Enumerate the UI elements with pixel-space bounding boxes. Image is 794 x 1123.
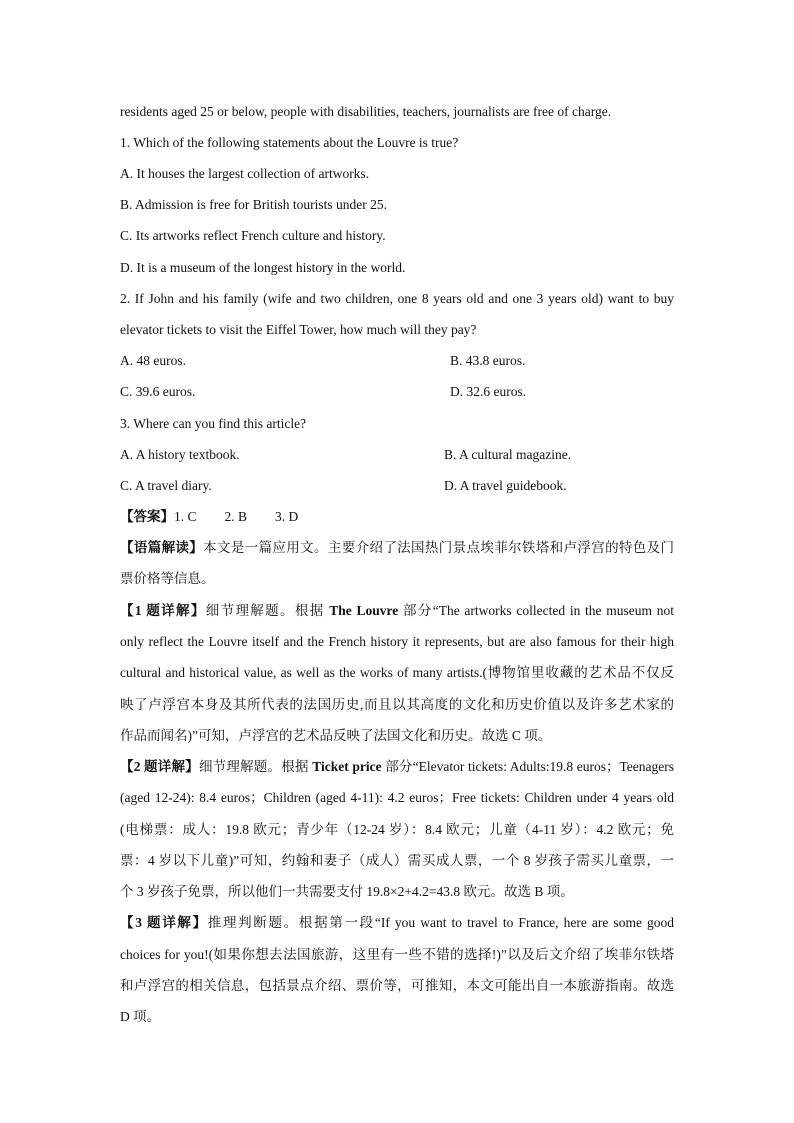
detail-3-line-3: 和卢浮宫的相关信息，包括景点介绍、票价等，可推知，本文可能出自一本旅游指南。故选: [120, 978, 674, 993]
answer-1: 1. C: [174, 509, 197, 524]
question-1-option-c: C. Its artworks reflect French culture and history.: [120, 228, 386, 243]
detail-3-tag: 【3 题详解】: [120, 915, 208, 930]
question-1-option-d: D. It is a museum of the longest history in the world.: [120, 260, 406, 275]
question-2-option-c: C. 39.6 euros.: [120, 384, 196, 399]
question-2-option-d: D. 32.6 euros.: [450, 384, 527, 399]
detail-1-line-1: 【1 题详解】细节理解题。根据 The Louvre 部分“The artworks collected in the museum not: [120, 603, 675, 618]
detail-1-line-4: 映了卢浮宫本身及其所代表的法国历史,而且以其高度的文化和历史价值以及许多艺术家的: [120, 697, 674, 712]
reading-line-1: 【语篇解读】本文是一篇应用文。主要介绍了法国热门景点埃菲尔铁塔和卢浮宫的特色及门: [120, 540, 675, 555]
question-3-stem: 3. Where can you find this article?: [120, 416, 307, 431]
detail-1-line-5: 作品而闻名)”可知，卢浮宫的艺术品反映了法国文化和历史。故选 C 项。: [120, 728, 552, 743]
question-2-option-a: A. 48 euros.: [120, 353, 186, 368]
answer-line: [120, 507, 674, 527]
detail-1-bold: The Louvre: [329, 603, 399, 618]
question-1-option-b: B. Admission is free for British tourists under 25.: [120, 197, 387, 212]
reading-tag: 【语篇解读】: [120, 540, 204, 555]
question-2-stem-line-1: 2. If John and his family (wife and two children, one 8 years old and one 3 years old) want to buy: [120, 291, 674, 306]
question-3-option-d: D. A travel guidebook.: [444, 478, 567, 493]
reading-line-2: 票价格等信息。: [120, 571, 215, 586]
detail-2-line-2: (aged 12-24): 8.4 euros；Children (aged 4-11): 4.2 euros；Free tickets: Children under 4 years old: [120, 790, 674, 805]
detail-2-line-5: 个 3 岁孩子免票，所以他们一共需要支付 19.8×2+4.2=43.8 欧元。故选 B 项。: [120, 884, 574, 899]
answer-3: 3. D: [275, 509, 299, 524]
detail-1-line-2: only reflect the Louvre itself and the French history it represents, but are also famous for their high: [120, 634, 674, 649]
detail-2-line-3: (电梯票：成人：19.8 欧元；青少年（12-24 岁）：8.4 欧元；儿童（4-11 岁）：4.2 欧元；免: [120, 822, 674, 837]
detail-1-tag: 【1 题详解】: [120, 603, 206, 618]
question-2-stem-line-2: elevator tickets to visit the Eiffel Tower, how much will they pay?: [120, 322, 477, 337]
detail-2-bold: Ticket price: [312, 759, 382, 774]
question-3-option-a: A. A history textbook.: [120, 447, 240, 462]
detail-3-line-1: 【3 题详解】推理判断题。根据第一段“If you want to travel to France, here are some good: [120, 915, 674, 930]
detail-3-line-4: D 项。: [120, 1009, 161, 1024]
question-1-option-a: A. It houses the largest collection of artworks.: [120, 166, 370, 181]
answer-2: 2. B: [224, 509, 248, 524]
question-3-option-b: B. A cultural magazine.: [444, 447, 572, 462]
detail-3-line-2: choices for you!(如果你想去法国旅游，这里有一些不错的选择!)”以及后文介绍了埃菲尔铁塔: [120, 947, 674, 962]
question-3-option-c: C. A travel diary.: [120, 478, 212, 493]
detail-2-tag: 【2 题详解】: [120, 759, 199, 774]
passage-last-line: residents aged 25 or below, people with disabilities, teachers, journalists are free of charge.: [120, 104, 612, 119]
detail-2-line-4: 票：4 岁以下儿童)”可知，约翰和妻子（成人）需买成人票，一个 8 岁孩子需买儿童票，一: [120, 853, 674, 868]
question-1-stem: 1. Which of the following statements about the Louvre is true?: [120, 135, 459, 150]
answer-tag: 【答案】: [120, 509, 174, 524]
detail-2-line-1: 【2 题详解】细节理解题。根据 Ticket price 部分“Elevator tickets: Adults:19.8 euros；Teenagers: [120, 759, 675, 774]
detail-1-line-3: cultural and historical value, as well as the works of many artists.(博物馆里收藏的艺术品不仅反: [120, 665, 674, 680]
question-2-option-b: B. 43.8 euros.: [450, 353, 526, 368]
